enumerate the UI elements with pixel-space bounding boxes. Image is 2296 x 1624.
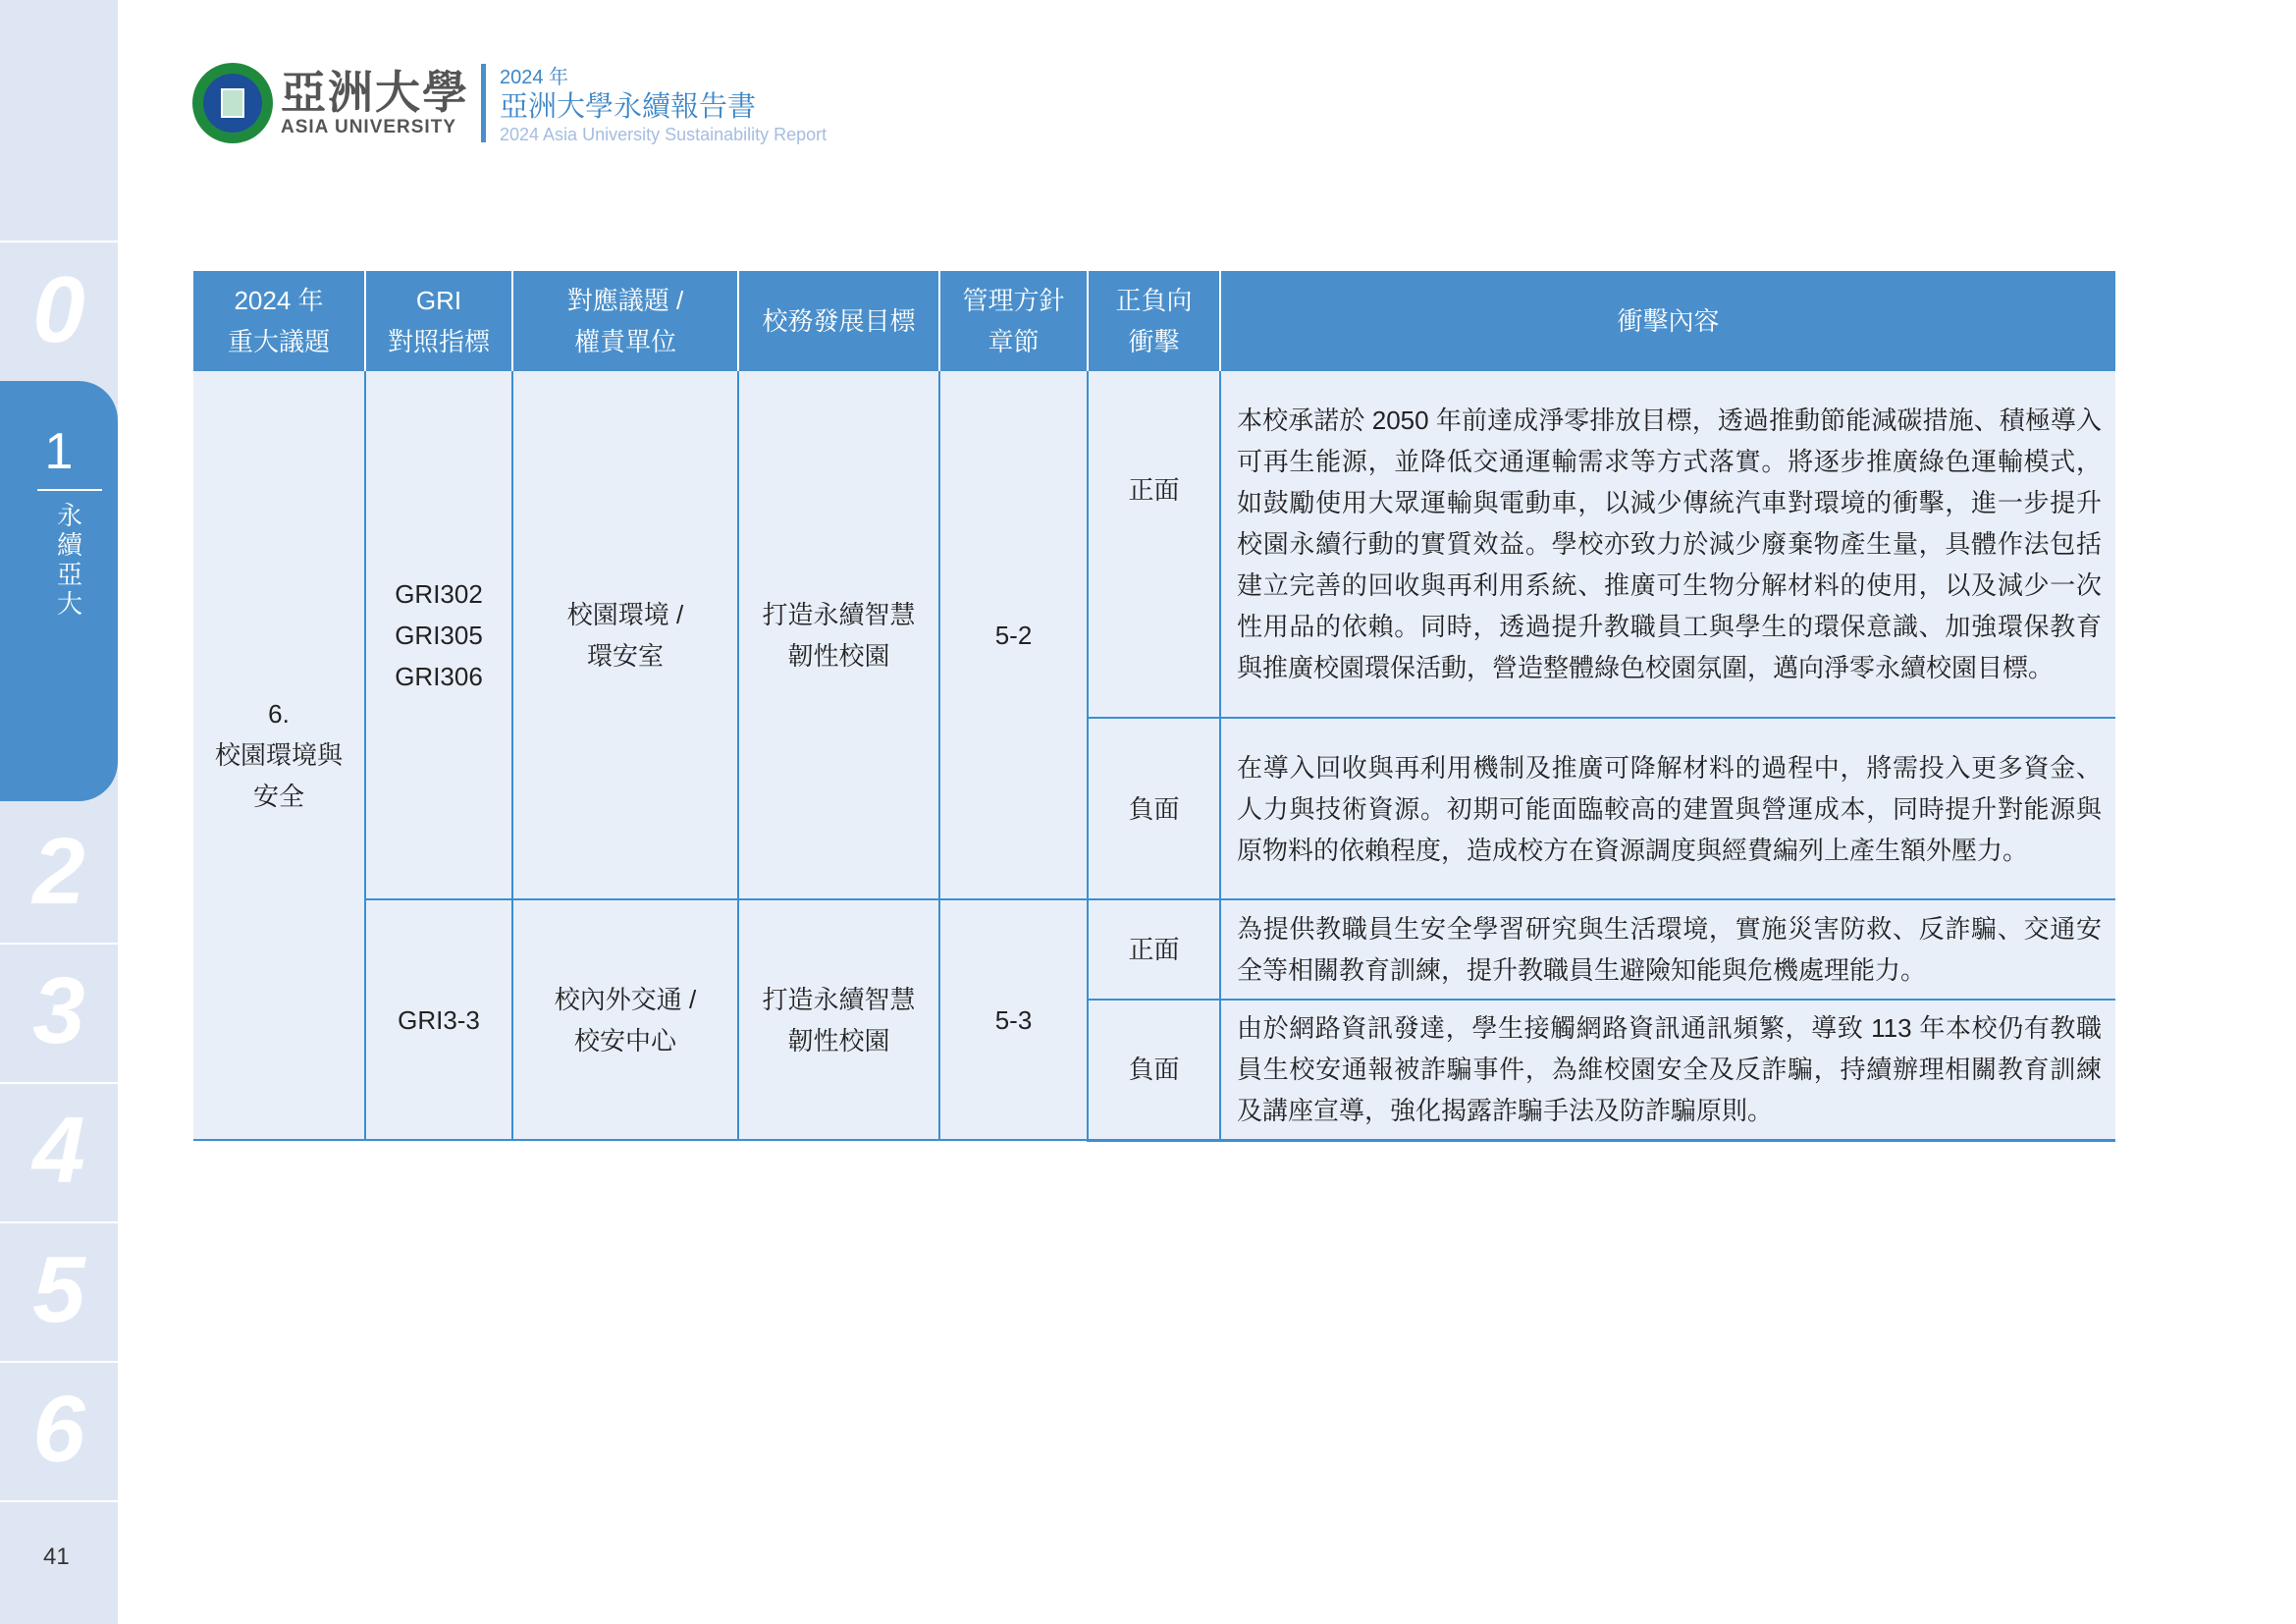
logo-zh: 亞洲大學 xyxy=(281,66,469,119)
divider xyxy=(37,489,102,491)
divider xyxy=(0,943,118,945)
logo-en: ASIA UNIVERSITY xyxy=(281,117,456,137)
impact-content-cell: 本校承諾於 2050 年前達成淨零排放目標，透過推動節能減碳措施、積極導入可再生能源，並降低交通運輸需求等方式落實。將逐步推廣綠色運輸模式，如鼓勵使用大眾運輸與電動車，以減少傳統汽車對環境的衝擊，進一步提升校園永續行動的實質效益。學校亦致力於減少廢棄物產生量，具體作法包括建立完善的回收與再利用系統、推廣可生物分解材料的使用，以及減少一次性用品的依賴。同時，透過提升教職員工與學生的環保意識、加強環保教育與推廣校園環保活動，營造整體綠色校園氛圍，邁向淨零永續校園目標。 xyxy=(1220,371,2115,718)
chapter-tab-4[interactable]: 4 xyxy=(32,1098,85,1203)
goal-cell: 打造永續智慧 韌性校園 xyxy=(738,899,939,1140)
header-goal: 校務發展目標 xyxy=(738,271,939,371)
chapter-cell: 5-2 xyxy=(939,371,1088,899)
topic-cell: 6. 校園環境與 安全 xyxy=(193,371,365,1140)
divider xyxy=(0,1221,118,1223)
impact-type-cell: 正面 xyxy=(1088,899,1220,1000)
report-header xyxy=(192,61,827,145)
university-logo xyxy=(281,68,469,138)
chapter-tab-1-active[interactable] xyxy=(0,381,118,801)
chapter-sidebar xyxy=(0,0,118,1624)
university-seal-icon xyxy=(192,63,273,143)
page-number: 41 xyxy=(43,1543,70,1570)
impact-content-cell: 由於網路資訊發達，學生接觸網路資訊通訊頻繁，導致 113 年本校仍有教職員生校安通報被詐騙事件，為維校園安全及反詐騙，持續辦理相關教育訓練及講座宣導，強化揭露詐騙手法及防詐騙原則。 xyxy=(1220,1000,2115,1140)
divider xyxy=(481,64,486,142)
chapter-cell: 5-3 xyxy=(939,899,1088,1140)
table-row xyxy=(193,899,2115,1000)
chapter-tab-2[interactable]: 2 xyxy=(32,819,85,924)
divider xyxy=(0,1082,118,1084)
report-title: 亞洲大學永續報告書 xyxy=(500,91,757,123)
report-year: 2024 年 xyxy=(500,67,569,88)
chapter-label: 永續亞大 xyxy=(56,501,82,619)
divider xyxy=(0,1361,118,1363)
chapter-tab-3[interactable]: 3 xyxy=(32,958,85,1063)
divider xyxy=(0,241,118,243)
gri-cell: GRI3-3 xyxy=(365,899,512,1140)
chapter-tab-6[interactable]: 6 xyxy=(32,1377,85,1482)
gri-cell: GRI302 GRI305 GRI306 xyxy=(365,371,512,899)
material-topics-table xyxy=(193,271,2115,1142)
header-gri: GRI 對照指標 xyxy=(365,271,512,371)
table-header-row xyxy=(193,271,2115,371)
unit-cell: 校內外交通 / 校安中心 xyxy=(512,899,738,1140)
goal-cell: 打造永續智慧 韌性校園 xyxy=(738,371,939,899)
report-title-block xyxy=(500,61,827,145)
impact-type-cell: 正面 xyxy=(1088,371,1220,718)
unit-cell: 校園環境 / 環安室 xyxy=(512,371,738,899)
header-unit: 對應議題 / 權責單位 xyxy=(512,271,738,371)
impact-type-cell: 負面 xyxy=(1088,1000,1220,1140)
report-subtitle: 2024 Asia University Sustainability Report xyxy=(500,125,828,144)
impact-type-cell: 負面 xyxy=(1088,718,1220,899)
chapter-tab-0[interactable]: 0 xyxy=(32,257,85,362)
table-row xyxy=(193,371,2115,718)
divider xyxy=(0,1500,118,1502)
impact-content-cell: 在導入回收與再利用機制及推廣可降解材料的過程中，將需投入更多資金、人力與技術資源。初期可能面臨較高的建置與營運成本，同時提升對能源與原物料的依賴程度，造成校方在資源調度與經費編列上產生額外壓力。 xyxy=(1220,718,2115,899)
header-chapter: 管理方針 章節 xyxy=(939,271,1088,371)
header-topic: 2024 年 重大議題 xyxy=(193,271,365,371)
impact-content-cell: 為提供教職員生安全學習研究與生活環境，實施災害防救、反詐騙、交通安全等相關教育訓練，提升教職員生避險知能與危機處理能力。 xyxy=(1220,899,2115,1000)
header-impact-content: 衝擊內容 xyxy=(1220,271,2115,371)
chapter-tab-5[interactable]: 5 xyxy=(32,1237,85,1342)
chapter-number: 1 xyxy=(44,423,74,480)
header-impact-type: 正負向 衝擊 xyxy=(1088,271,1220,371)
